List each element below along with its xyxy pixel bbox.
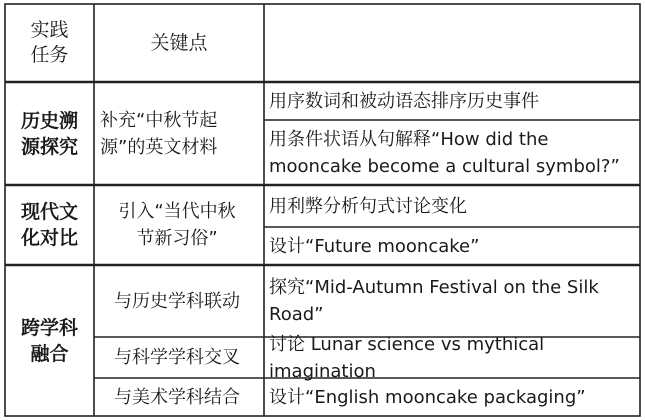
practice-task-table (4, 3, 641, 417)
key-point-science-cross: 与科学学科交叉 (114, 347, 240, 368)
activity-pros-cons: 用利弊分析句式讨论变化 (269, 195, 467, 217)
key-point-art-combine: 与美术学科结合 (114, 386, 240, 408)
header-key-points: 关键点 (150, 31, 208, 54)
activity-packaging: 设计“English mooncake packaging” (269, 386, 586, 408)
header-activity (264, 4, 640, 82)
header-task: 实践 任务 (30, 19, 69, 66)
key-point-origin-material: 补充“中秋节起 源”的英文材料 (100, 109, 218, 158)
activity-lunar-science: 讨论 Lunar science vs mythical imagination (269, 333, 545, 382)
task-interdisciplinary: 跨学科 融合 (20, 316, 78, 365)
task-modern-culture: 现代文 化对比 (20, 201, 78, 249)
key-point-new-customs: 引入“当代中秋 节新习俗” (118, 201, 236, 249)
activity-ordinal-passive: 用序数词和被动语态排序历史事件 (269, 90, 539, 112)
key-point-history-link: 与历史学科联动 (114, 290, 240, 312)
activity-silk-road: 探究“Mid-Autumn Festival on the Silk Road” (269, 277, 599, 325)
task-history-origin: 历史溯 源探究 (20, 109, 78, 158)
activity-future-mooncake: 设计“Future mooncake” (269, 235, 480, 257)
activity-conditional-clause: 用条件状语从句解释“How did the mooncake become a cultural symbol?” (269, 128, 620, 177)
